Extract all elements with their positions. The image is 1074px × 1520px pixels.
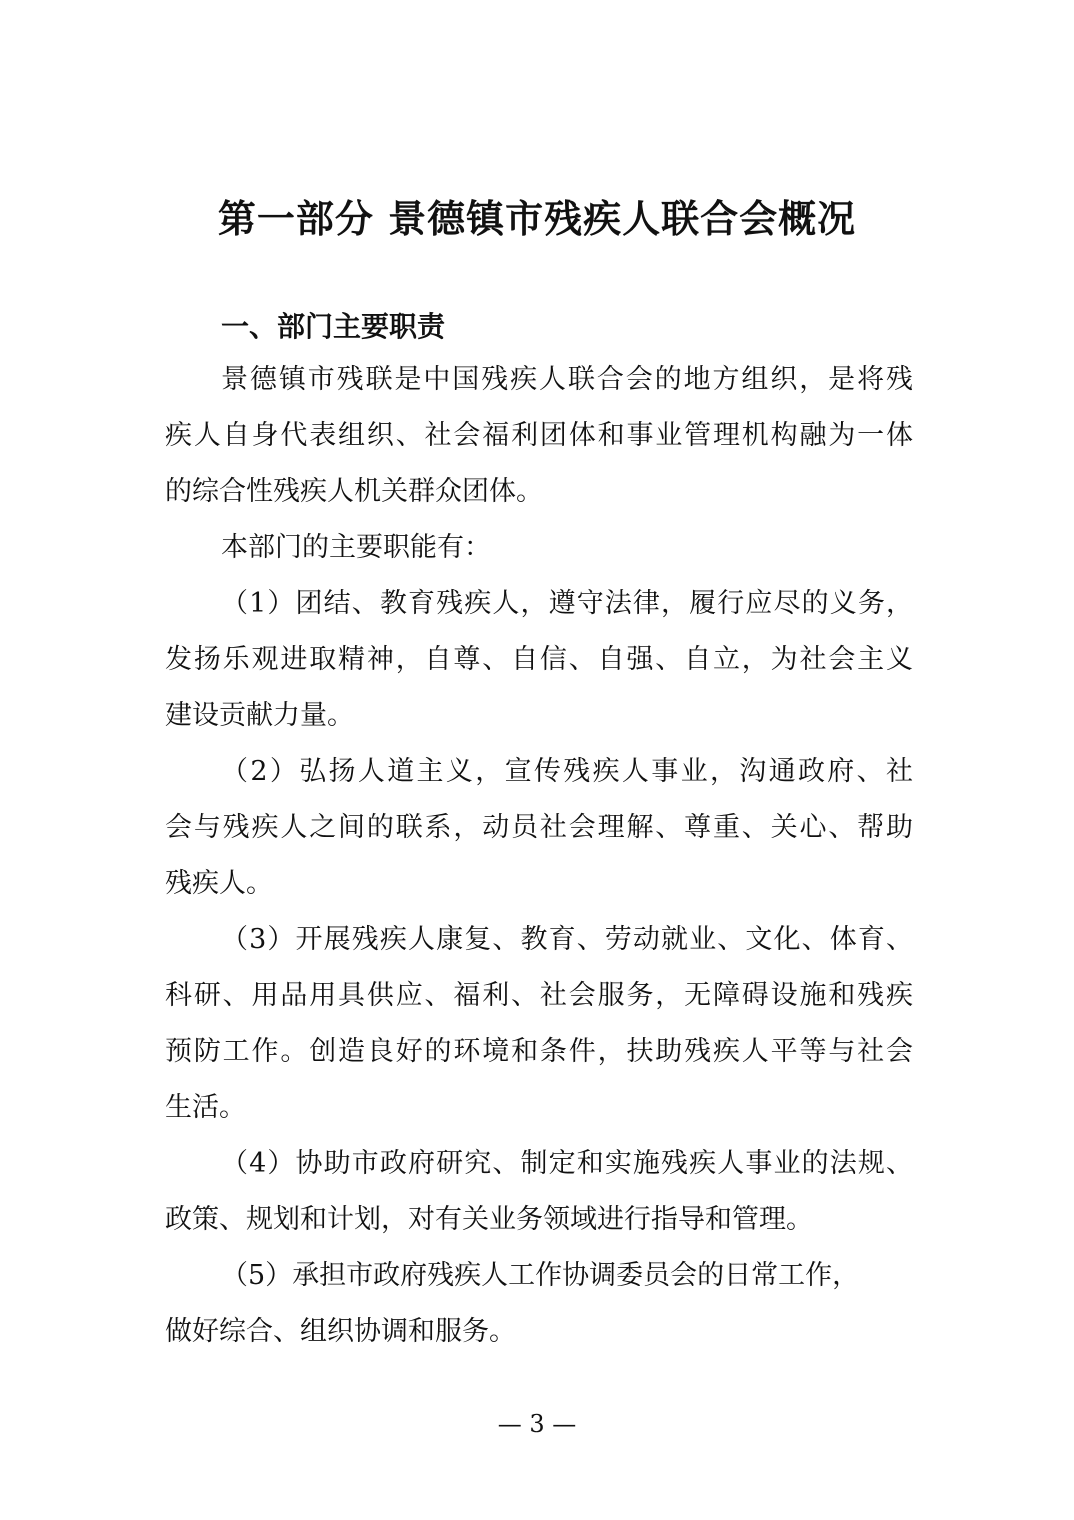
paragraph: [165, 352, 913, 520]
paragraph: [165, 744, 913, 912]
page-title: 第一部分 景德镇市残疾人联合会概况: [217, 197, 857, 241]
text-line: （2）弘扬人道主义，宣传残疾人事业，沟通政府、社: [221, 756, 913, 787]
text-line: 本部门的主要职能有：: [221, 532, 491, 563]
page-number: — 3 —: [497, 1410, 577, 1438]
paragraph: [165, 912, 913, 1136]
paragraph: [165, 520, 913, 576]
text-line: 发扬乐观进取精神，自尊、自信、自强、自立，为社会主义: [165, 644, 913, 675]
text-line: 科研、用品用具供应、福利、社会服务，无障碍设施和残疾: [165, 980, 913, 1011]
text-line: 预防工作。创造良好的环境和条件，扶助残疾人平等与社会: [165, 1036, 913, 1067]
text-line: 残疾人。: [165, 868, 273, 899]
text-line: 建设贡献力量。: [165, 700, 354, 731]
text-line: 做好综合、组织协调和服务。: [165, 1316, 516, 1347]
text-line: 景德镇市残联是中国残疾人联合会的地方组织，是将残: [221, 364, 913, 395]
paragraph: [165, 1136, 913, 1248]
paragraph: [165, 576, 913, 744]
text-line: （4）协助市政府研究、制定和实施残疾人事业的法规、: [221, 1148, 913, 1179]
text-line: （5）承担市政府残疾人工作协调委员会的日常工作，: [221, 1260, 860, 1291]
document-body: [165, 352, 913, 1360]
text-line: （3）开展残疾人康复、教育、劳动就业、文化、体育、: [221, 924, 913, 955]
text-line: （1）团结、教育残疾人，遵守法律，履行应尽的义务，: [221, 588, 913, 619]
text-line: 政策、规划和计划，对有关业务领域进行指导和管理。: [165, 1204, 813, 1235]
text-line: 生活。: [165, 1092, 246, 1123]
text-line: 疾人自身代表组织、社会福利团体和事业管理机构融为一体: [165, 420, 913, 451]
text-line: 会与残疾人之间的联系，动员社会理解、尊重、关心、帮助: [165, 812, 913, 843]
section-heading: 一、部门主要职责: [221, 310, 446, 343]
paragraph: [165, 1248, 913, 1360]
text-line: 的综合性残疾人机关群众团体。: [165, 476, 543, 507]
